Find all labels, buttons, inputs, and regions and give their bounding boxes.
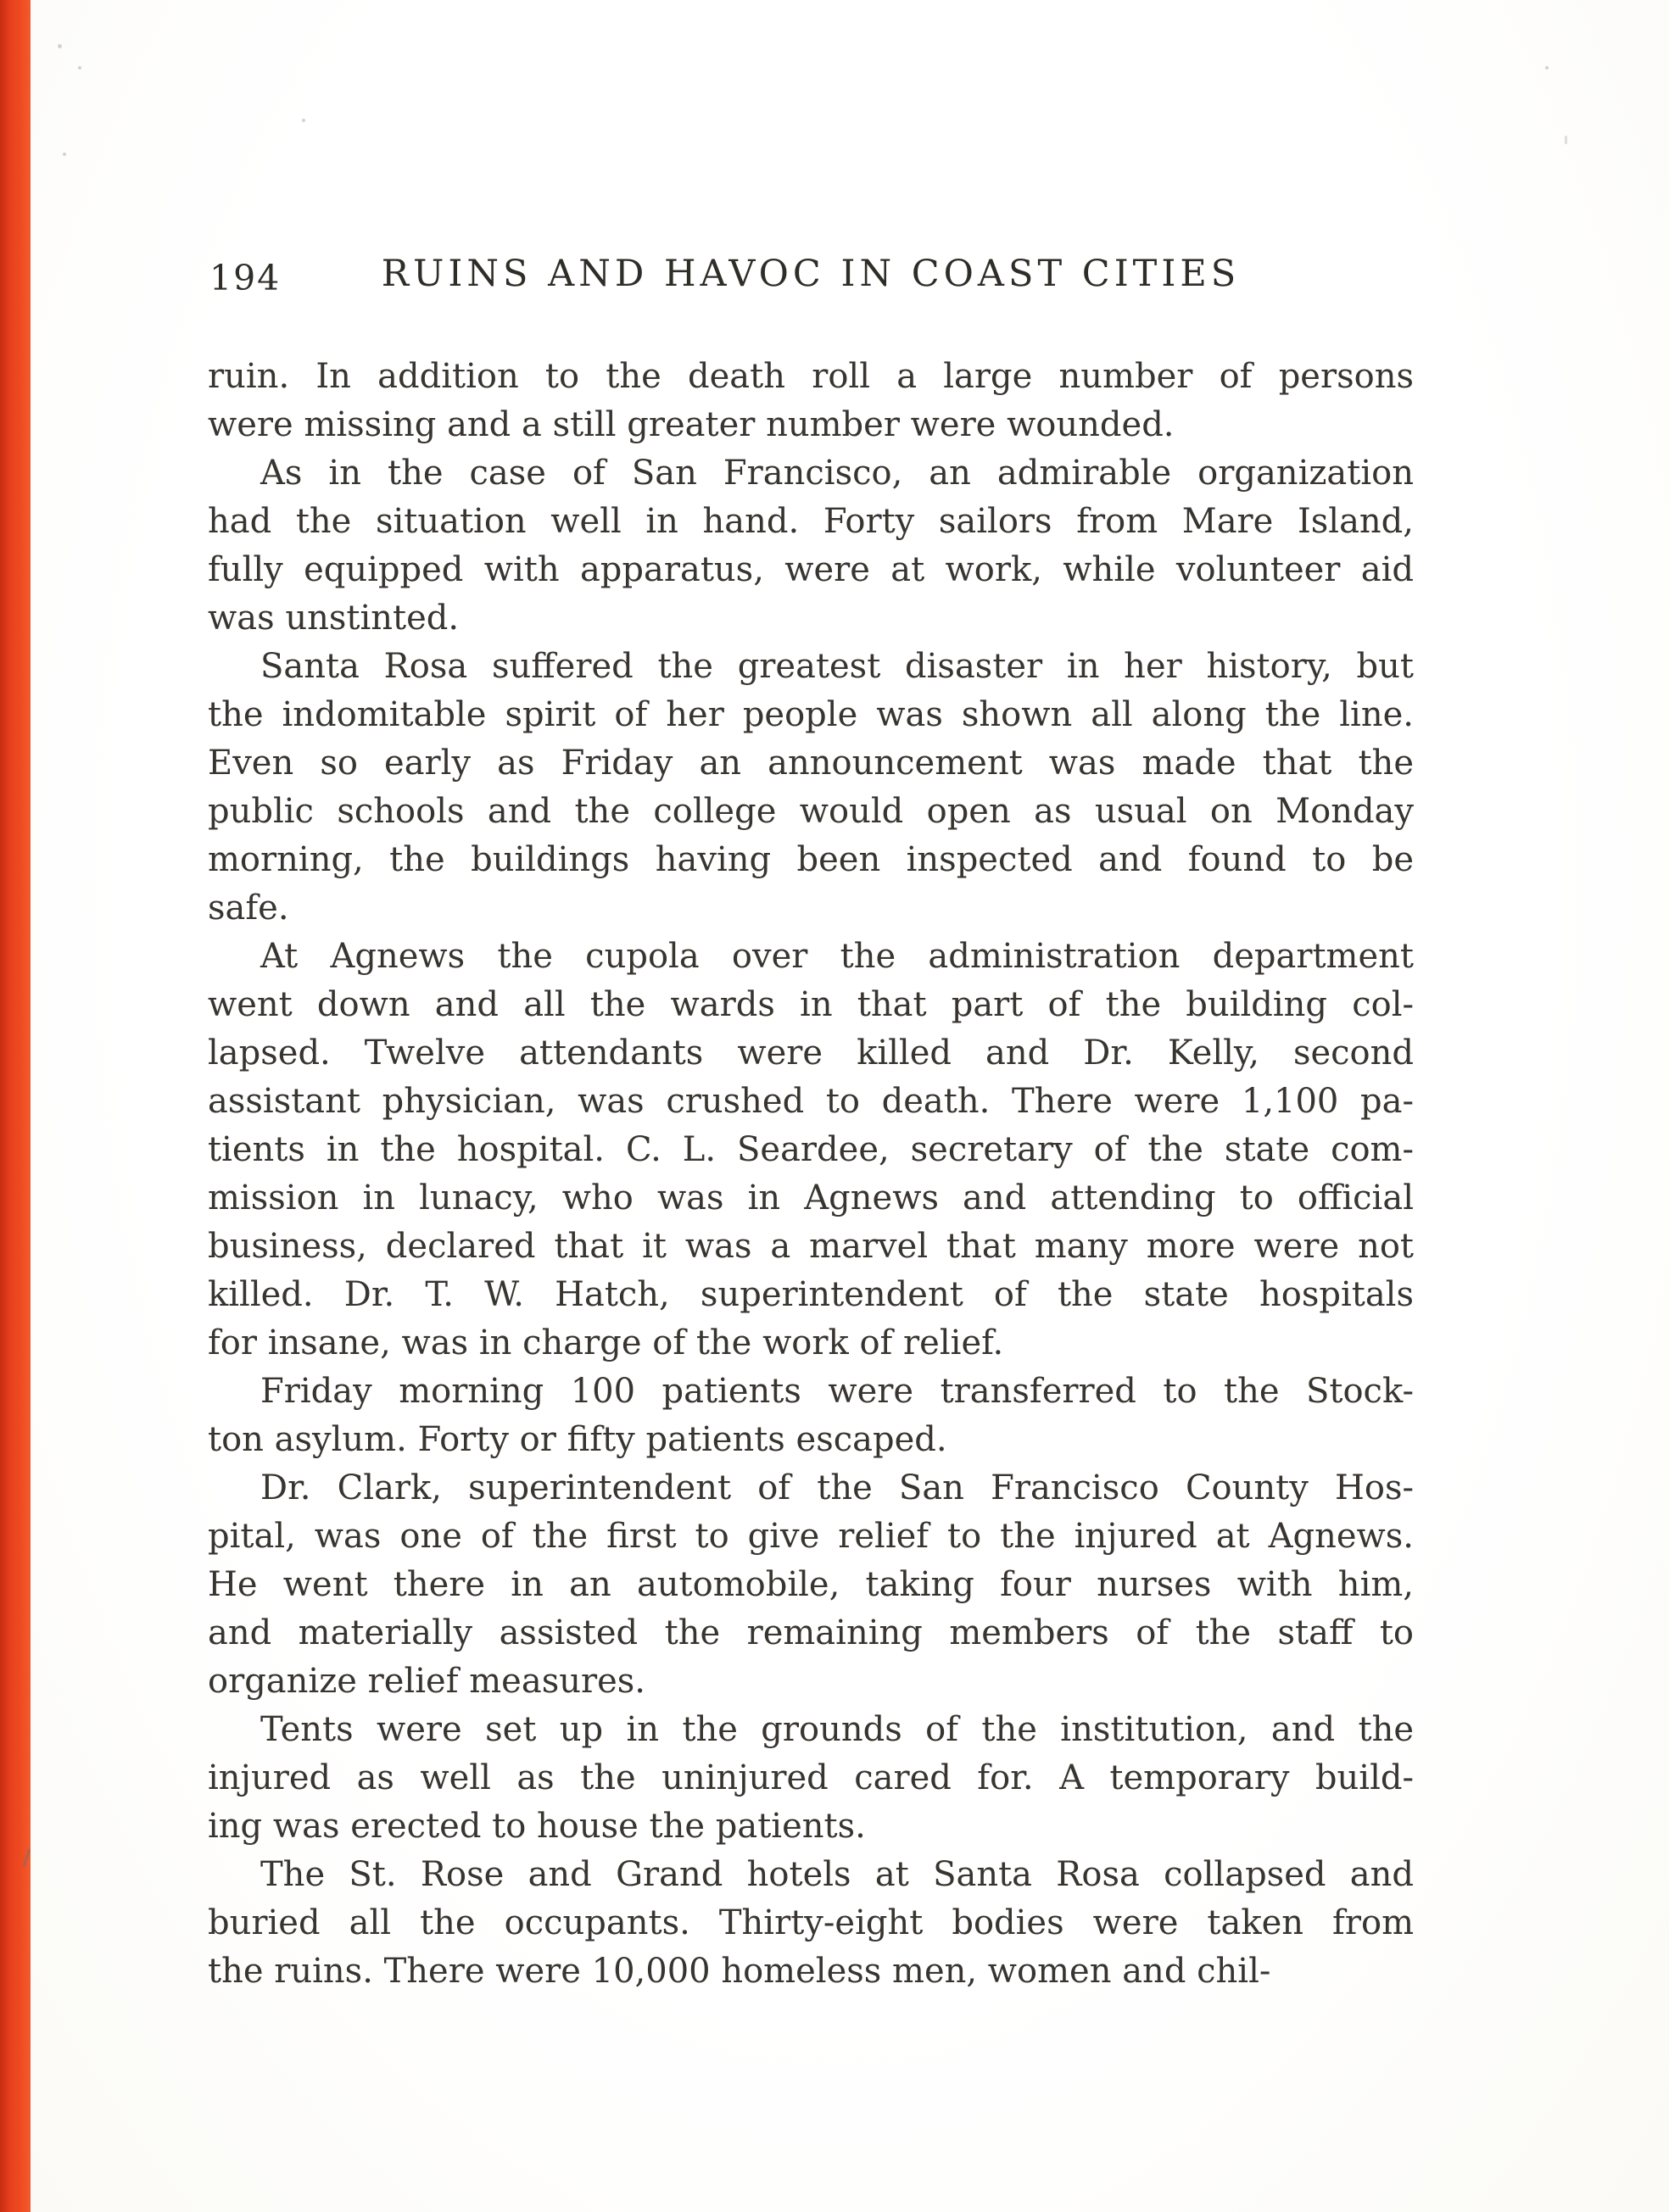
text-line: the indomitable spirit of her people was shown all along the line. xyxy=(208,695,1414,734)
text-line: mission in lunacy, who was in Agnews and attending to official xyxy=(208,1178,1414,1217)
text-line: killed. Dr. T. W. Hatch, superintendent of the state hospitals xyxy=(208,1275,1414,1314)
text-line: assistant physician, was crushed to death. There were 1,100 pa- xyxy=(208,1082,1414,1121)
text-line: Santa Rosa suffered the greatest disaster in her history, but xyxy=(260,647,1414,686)
page-body xyxy=(208,353,1414,1996)
text-line: the ruins. There were 10,000 homeless men, women and chil- xyxy=(208,1952,1271,1991)
text-line: fully equipped with apparatus, were at work, while volunteer aid xyxy=(208,550,1414,589)
text-line: buried all the occupants. Thirty-eight bodies were taken from xyxy=(208,1903,1414,1942)
page-content xyxy=(208,253,1414,1996)
text-line: ing was erected to house the patients. xyxy=(208,1807,866,1846)
text-line: ruin. In addition to the death roll a large number of persons xyxy=(208,357,1414,396)
text-line: ton asylum. Forty or fifty patients escaped. xyxy=(208,1420,947,1459)
text-line: pital, was one of the first to give relief to the injured at Agnews. xyxy=(208,1517,1414,1556)
scan-speck xyxy=(1545,66,1549,70)
text-line: organize relief measures. xyxy=(208,1662,646,1701)
text-line: At Agnews the cupola over the administration department xyxy=(260,937,1414,976)
text-line: morning, the buildings having been inspected and found to be xyxy=(208,840,1414,879)
text-line: As in the case of San Francisco, an admirable organization xyxy=(260,454,1414,493)
text-line: was unstinted. xyxy=(208,599,460,638)
text-line: had the situation well in hand. Forty sailors from Mare Island, xyxy=(208,502,1414,541)
text-line: and materially assisted the remaining members of the staff to xyxy=(208,1613,1414,1652)
text-line: Tents were set up in the grounds of the institution, and the xyxy=(260,1710,1414,1749)
text-line: Even so early as Friday an announcement was made that the xyxy=(208,744,1414,783)
scan-edge-stripe xyxy=(0,0,31,2212)
scan-speck xyxy=(58,44,62,48)
text-line: The St. Rose and Grand hotels at Santa Rosa collapsed and xyxy=(260,1855,1414,1894)
text-line: tients in the hospital. C. L. Seardee, secretary of the state com- xyxy=(208,1130,1414,1169)
text-line: business, declared that it was a marvel that many more were not xyxy=(208,1227,1414,1266)
scan-speck xyxy=(302,119,305,122)
text-line: safe. xyxy=(208,889,289,928)
scan-speck xyxy=(63,153,66,156)
text-line: Friday morning 100 patients were transferred to the Stock- xyxy=(260,1372,1414,1411)
scan-speck xyxy=(1565,136,1567,144)
page-header xyxy=(208,253,1414,305)
text-line: Dr. Clark, superintendent of the San Francisco County Hos- xyxy=(260,1468,1414,1507)
page-title: RUINS AND HAVOC IN COAST CITIES xyxy=(381,253,1241,295)
text-line: were missing and a still greater number were wounded. xyxy=(208,405,1175,444)
text-line: lapsed. Twelve attendants were killed and Dr. Kelly, second xyxy=(208,1034,1414,1073)
text-line: for insane, was in charge of the work of relief. xyxy=(208,1323,1004,1362)
scan-speck xyxy=(78,66,81,70)
text-line: public schools and the college would open as usual on Monday xyxy=(208,792,1414,831)
text-line: He went there in an automobile, taking four nurses with him, xyxy=(208,1565,1414,1604)
page-number: 194 xyxy=(209,258,282,298)
text-line: injured as well as the uninjured cared for. A temporary build- xyxy=(208,1758,1414,1797)
text-line: went down and all the wards in that part of the building col- xyxy=(208,985,1414,1024)
